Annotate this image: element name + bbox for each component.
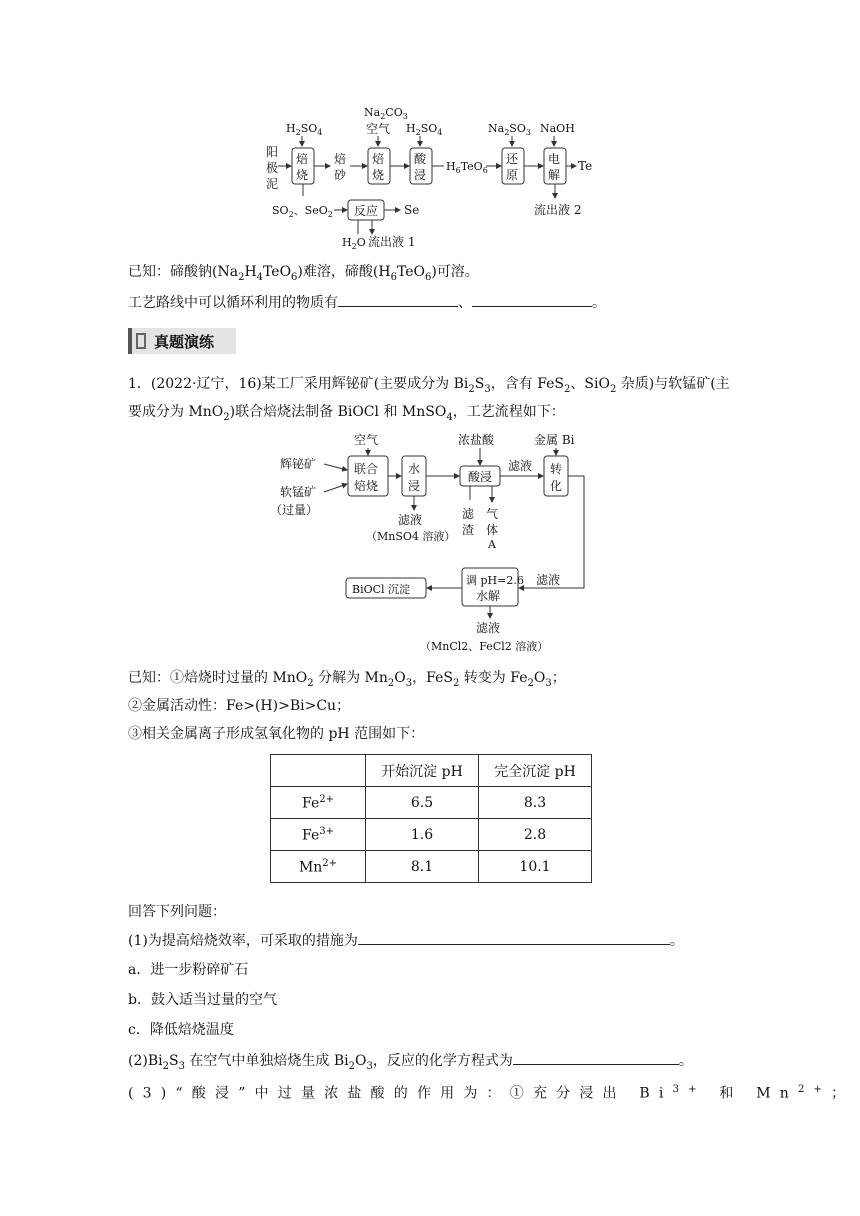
conc-hcl: 浓盐酸 [458, 433, 495, 447]
metal-bi: 金属 Bi [534, 433, 575, 447]
answer-blank-4[interactable] [513, 1050, 679, 1065]
table-row [271, 851, 592, 883]
filtrate-b: 滤液 [536, 573, 561, 587]
air-label: 空气 [354, 433, 379, 447]
residue-2: 渣 [462, 523, 475, 537]
joint-roast-2: 焙烧 [354, 479, 379, 493]
input-h2so4-b: $H_2SO_4$ [406, 122, 443, 137]
react-label: 反应 [354, 204, 379, 218]
start-ph: 1.6 [366, 819, 479, 851]
acid-leach-2: 浸 [414, 168, 427, 182]
section-icon [136, 333, 146, 349]
electro-1: 电 [548, 152, 561, 166]
acid-leach-1: 酸 [414, 152, 427, 166]
complete-ph: 8.3 [479, 787, 592, 819]
part-1 [128, 930, 684, 951]
table-header: 完全沉淀 pH [479, 755, 592, 787]
gas-a-1: 气 [486, 507, 499, 521]
gas-a-2: 体 [486, 523, 499, 537]
filtrate-c-1: 滤液 [476, 621, 501, 635]
water-leach-2: 浸 [408, 479, 421, 493]
table-header [271, 755, 366, 787]
recycle-text: 工艺路线中可以循环利用的物质有 [128, 295, 338, 311]
convert-2: 化 [550, 479, 563, 493]
q1-line-1: 1．(2022·辽宁，16)某工厂采用辉铋矿(主要成分为 $Bi_2S_3$，含有 FeS$_2$、SiO$_2$ 杂质)与软锰矿(主 [128, 376, 730, 395]
te-process-diagram [260, 100, 600, 258]
excess-label: （过量） [270, 503, 319, 517]
anode-mud-2: 极 [266, 161, 279, 175]
complete-ph: 10.1 [479, 851, 592, 883]
ion-cell: $Mn^{2+}$ [271, 851, 366, 883]
input-naoh: NaOH [540, 122, 575, 135]
input-na2co3: $Na_2CO_3$ [364, 106, 408, 121]
residue-1: 滤 [462, 507, 475, 521]
so2-seo2: $SO_2$、SeO$_2$ [272, 204, 333, 219]
section-header [128, 328, 236, 354]
convert-1: 转 [550, 462, 563, 476]
input-air: 空气 [366, 122, 391, 136]
table-row [271, 787, 592, 819]
answer-blank-2[interactable] [472, 292, 592, 307]
h6teo6-label: $H_6TeO_6$ [446, 160, 488, 175]
known-1: 已知：碲酸钠$(Na_2H_4TeO_6)$难溶，碲酸$(H_6TeO_6)$可溶。 [128, 264, 479, 283]
part-3: (3)“酸浸”中过量浓盐酸的作用为：①充分浸出 $Bi^{3+}$ 和 $Mn^{2+}$； [128, 1084, 855, 1102]
option-c: c．降低焙烧温度 [128, 1022, 234, 1038]
roast2-2: 烧 [372, 168, 385, 182]
acid-leach-box: 酸浸 [468, 470, 493, 484]
table-row [271, 819, 592, 851]
part-1-end: 。 [669, 933, 684, 949]
option-b: b．鼓入适当过量的空气 [128, 992, 277, 1008]
se-product: Se [404, 203, 420, 217]
biocl-product: BiOCl 沉淀 [352, 583, 411, 596]
outflow-1: 流出液 1 [368, 235, 416, 249]
adjust-1: 调 pH=2.6 [466, 574, 524, 587]
h2o-input: $H_2O$ [342, 236, 366, 251]
answer-prompt: 回答下列问题： [128, 904, 226, 920]
option-a: a．进一步粉碎矿石 [128, 962, 249, 978]
input-na2so3: $Na_2SO_3$ [488, 122, 531, 137]
q1-line-2: 要成分为 MnO$_2$)联合焙烧法制备 BiOCl 和 MnSO$_4$，工艺流程如下： [128, 404, 565, 423]
mn-ore: 软锰矿 [280, 485, 317, 499]
roast-2: 烧 [296, 168, 309, 182]
recycle-question [128, 292, 606, 313]
known-2-1: 已知：①焙烧时过量的 MnO$_2$ 分解为 $Mn_2O_3$，FeS$_2$ 转变为 $Fe_2O_3$； [128, 670, 566, 689]
part-1-text: (1)为提高焙烧效率，可采取的措施为 [128, 933, 358, 949]
table-header: 开始沉淀 pH [366, 755, 479, 787]
reduce-2: 原 [506, 168, 519, 182]
answer-blank-1[interactable] [338, 292, 458, 307]
filtrate-mnso4-2: （MnSO4 溶液） [366, 530, 456, 543]
outflow-2: 流出液 2 [534, 203, 582, 217]
filtrate-mnso4-1: 滤液 [398, 513, 423, 527]
answer-blank-3[interactable] [358, 930, 670, 945]
calcine-1: 焙 [334, 152, 347, 166]
biocl-process-diagram [268, 430, 598, 660]
part-2: $(2)Bi_2S_3$ 在空气中单独焙烧生成 $Bi_2O_3$，反应的化学方程式为 。 [128, 1050, 693, 1077]
reduce-1: 还 [506, 152, 519, 166]
ion-cell: $Fe^{2+}$ [271, 787, 366, 819]
anode-mud-1: 阳 [266, 145, 279, 159]
calcine-2: 砂 [334, 168, 347, 182]
complete-ph: 2.8 [479, 819, 592, 851]
roast2-1: 焙 [372, 152, 385, 166]
recycle-end: 。 [592, 295, 606, 311]
ph-table [270, 754, 592, 883]
start-ph: 6.5 [366, 787, 479, 819]
known-2-3: ③相关金属离子形成氢氧化物的 pH 范围如下： [128, 726, 425, 742]
ion-cell: $Fe^{3+}$ [271, 819, 366, 851]
recycle-sep: 、 [458, 295, 472, 311]
gas-a-3: A [488, 538, 496, 551]
known-2-2: ②金属活动性：Fe>(H)>Bi>Cu； [128, 698, 351, 714]
start-ph: 8.1 [366, 851, 479, 883]
filtrate-c-2: （MnCl2、FeCl2 溶液） [420, 640, 549, 653]
filtrate-a: 滤液 [508, 459, 533, 473]
input-h2so4: $H_2SO_4$ [286, 122, 323, 137]
section-title: 真题演练 [154, 333, 215, 351]
joint-roast-1: 联合 [354, 462, 379, 476]
anode-mud-3: 泥 [266, 177, 279, 191]
adjust-2: 水解 [476, 589, 501, 603]
bismuth-ore: 辉铋矿 [280, 457, 317, 471]
table-header-row [271, 755, 592, 787]
water-leach-1: 水 [408, 462, 421, 476]
electro-2: 解 [548, 168, 561, 182]
te-product: Te [578, 159, 593, 173]
roast-1: 焙 [296, 152, 309, 166]
